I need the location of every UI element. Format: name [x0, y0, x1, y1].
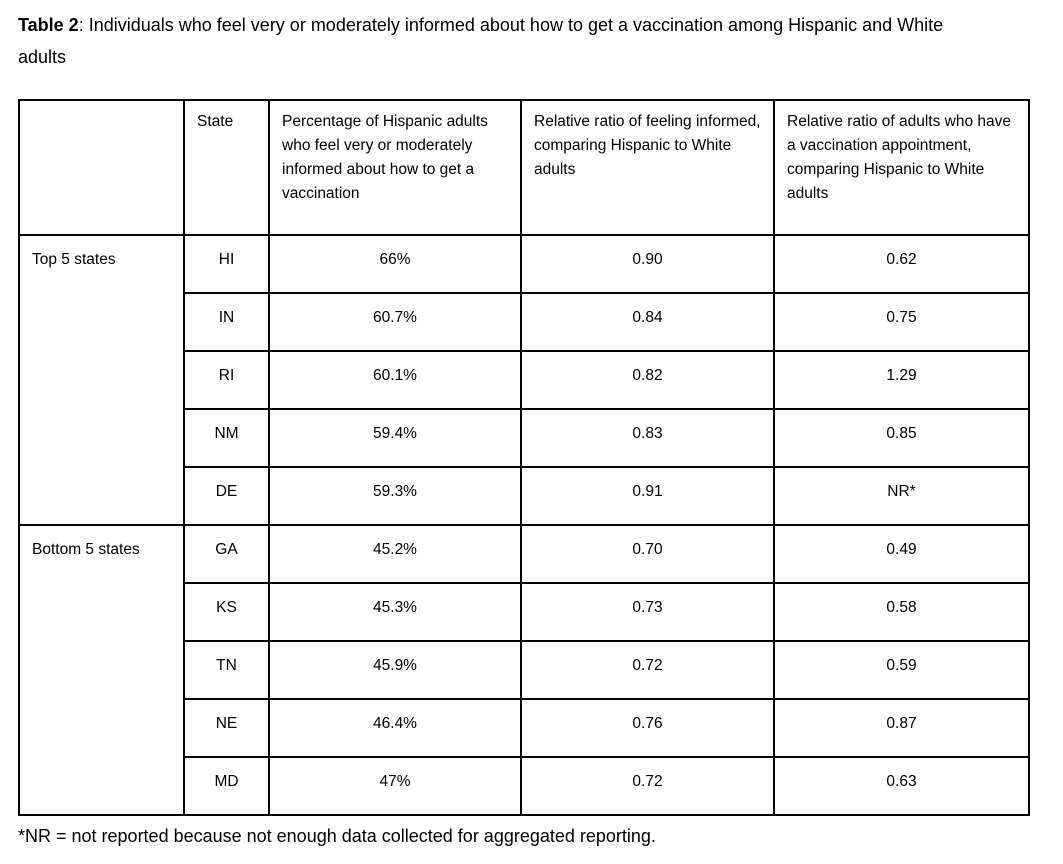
data-table: [18, 99, 1030, 816]
state-cell: KS: [184, 583, 269, 641]
group-label-cell-bottom5: Bottom 5 states: [19, 525, 184, 815]
ratio-informed-cell: 0.72: [521, 641, 774, 699]
ratio-appointment-cell: 0.59: [774, 641, 1029, 699]
state-cell: GA: [184, 525, 269, 583]
ratio-informed-cell: 0.84: [521, 293, 774, 351]
state-cell: NE: [184, 699, 269, 757]
percentage-cell: 45.3%: [269, 583, 521, 641]
column-header-percentage: Percentage of Hispanic adults who feel very or moderately informed about how to get a vaccination: [269, 100, 521, 235]
state-cell: RI: [184, 351, 269, 409]
table-row: [19, 525, 1029, 583]
ratio-appointment-cell: 0.75: [774, 293, 1029, 351]
percentage-cell: 59.4%: [269, 409, 521, 467]
percentage-cell: 47%: [269, 757, 521, 815]
ratio-appointment-cell: NR*: [774, 467, 1029, 525]
ratio-informed-cell: 0.83: [521, 409, 774, 467]
page-title: [18, 9, 968, 73]
column-header-state: State: [184, 100, 269, 235]
state-cell: MD: [184, 757, 269, 815]
ratio-informed-cell: 0.82: [521, 351, 774, 409]
group-label-cell-top5: Top 5 states: [19, 235, 184, 525]
state-cell: TN: [184, 641, 269, 699]
percentage-cell: 66%: [269, 235, 521, 293]
ratio-appointment-cell: 0.49: [774, 525, 1029, 583]
table-row: [19, 235, 1029, 293]
state-cell: NM: [184, 409, 269, 467]
percentage-cell: 59.3%: [269, 467, 521, 525]
ratio-informed-cell: 0.70: [521, 525, 774, 583]
column-header-ratio-informed: Relative ratio of feeling informed, comparing Hispanic to White adults: [521, 100, 774, 235]
ratio-appointment-cell: 0.58: [774, 583, 1029, 641]
column-header-ratio-appointment: Relative ratio of adults who have a vaccination appointment, comparing Hispanic to White adults: [774, 100, 1029, 235]
ratio-informed-cell: 0.73: [521, 583, 774, 641]
ratio-appointment-cell: 0.63: [774, 757, 1029, 815]
ratio-appointment-cell: 0.87: [774, 699, 1029, 757]
ratio-informed-cell: 0.72: [521, 757, 774, 815]
ratio-informed-cell: 0.76: [521, 699, 774, 757]
corner-cell: [19, 100, 184, 235]
header-row: [19, 100, 1029, 235]
percentage-cell: 60.7%: [269, 293, 521, 351]
state-cell: IN: [184, 293, 269, 351]
ratio-informed-cell: 0.91: [521, 467, 774, 525]
percentage-cell: 60.1%: [269, 351, 521, 409]
state-cell: DE: [184, 467, 269, 525]
state-cell: HI: [184, 235, 269, 293]
ratio-appointment-cell: 0.62: [774, 235, 1029, 293]
percentage-cell: 46.4%: [269, 699, 521, 757]
ratio-appointment-cell: 1.29: [774, 351, 1029, 409]
percentage-cell: 45.9%: [269, 641, 521, 699]
ratio-informed-cell: 0.90: [521, 235, 774, 293]
table-number-label: Table 2: [18, 15, 79, 35]
table-caption: : Individuals who feel very or moderately informed about how to get a vaccination among Hispanic and White adults: [18, 15, 944, 67]
footnote: *NR = not reported because not enough data collected for aggregated reporting.: [18, 826, 656, 846]
percentage-cell: 45.2%: [269, 525, 521, 583]
ratio-appointment-cell: 0.85: [774, 409, 1029, 467]
